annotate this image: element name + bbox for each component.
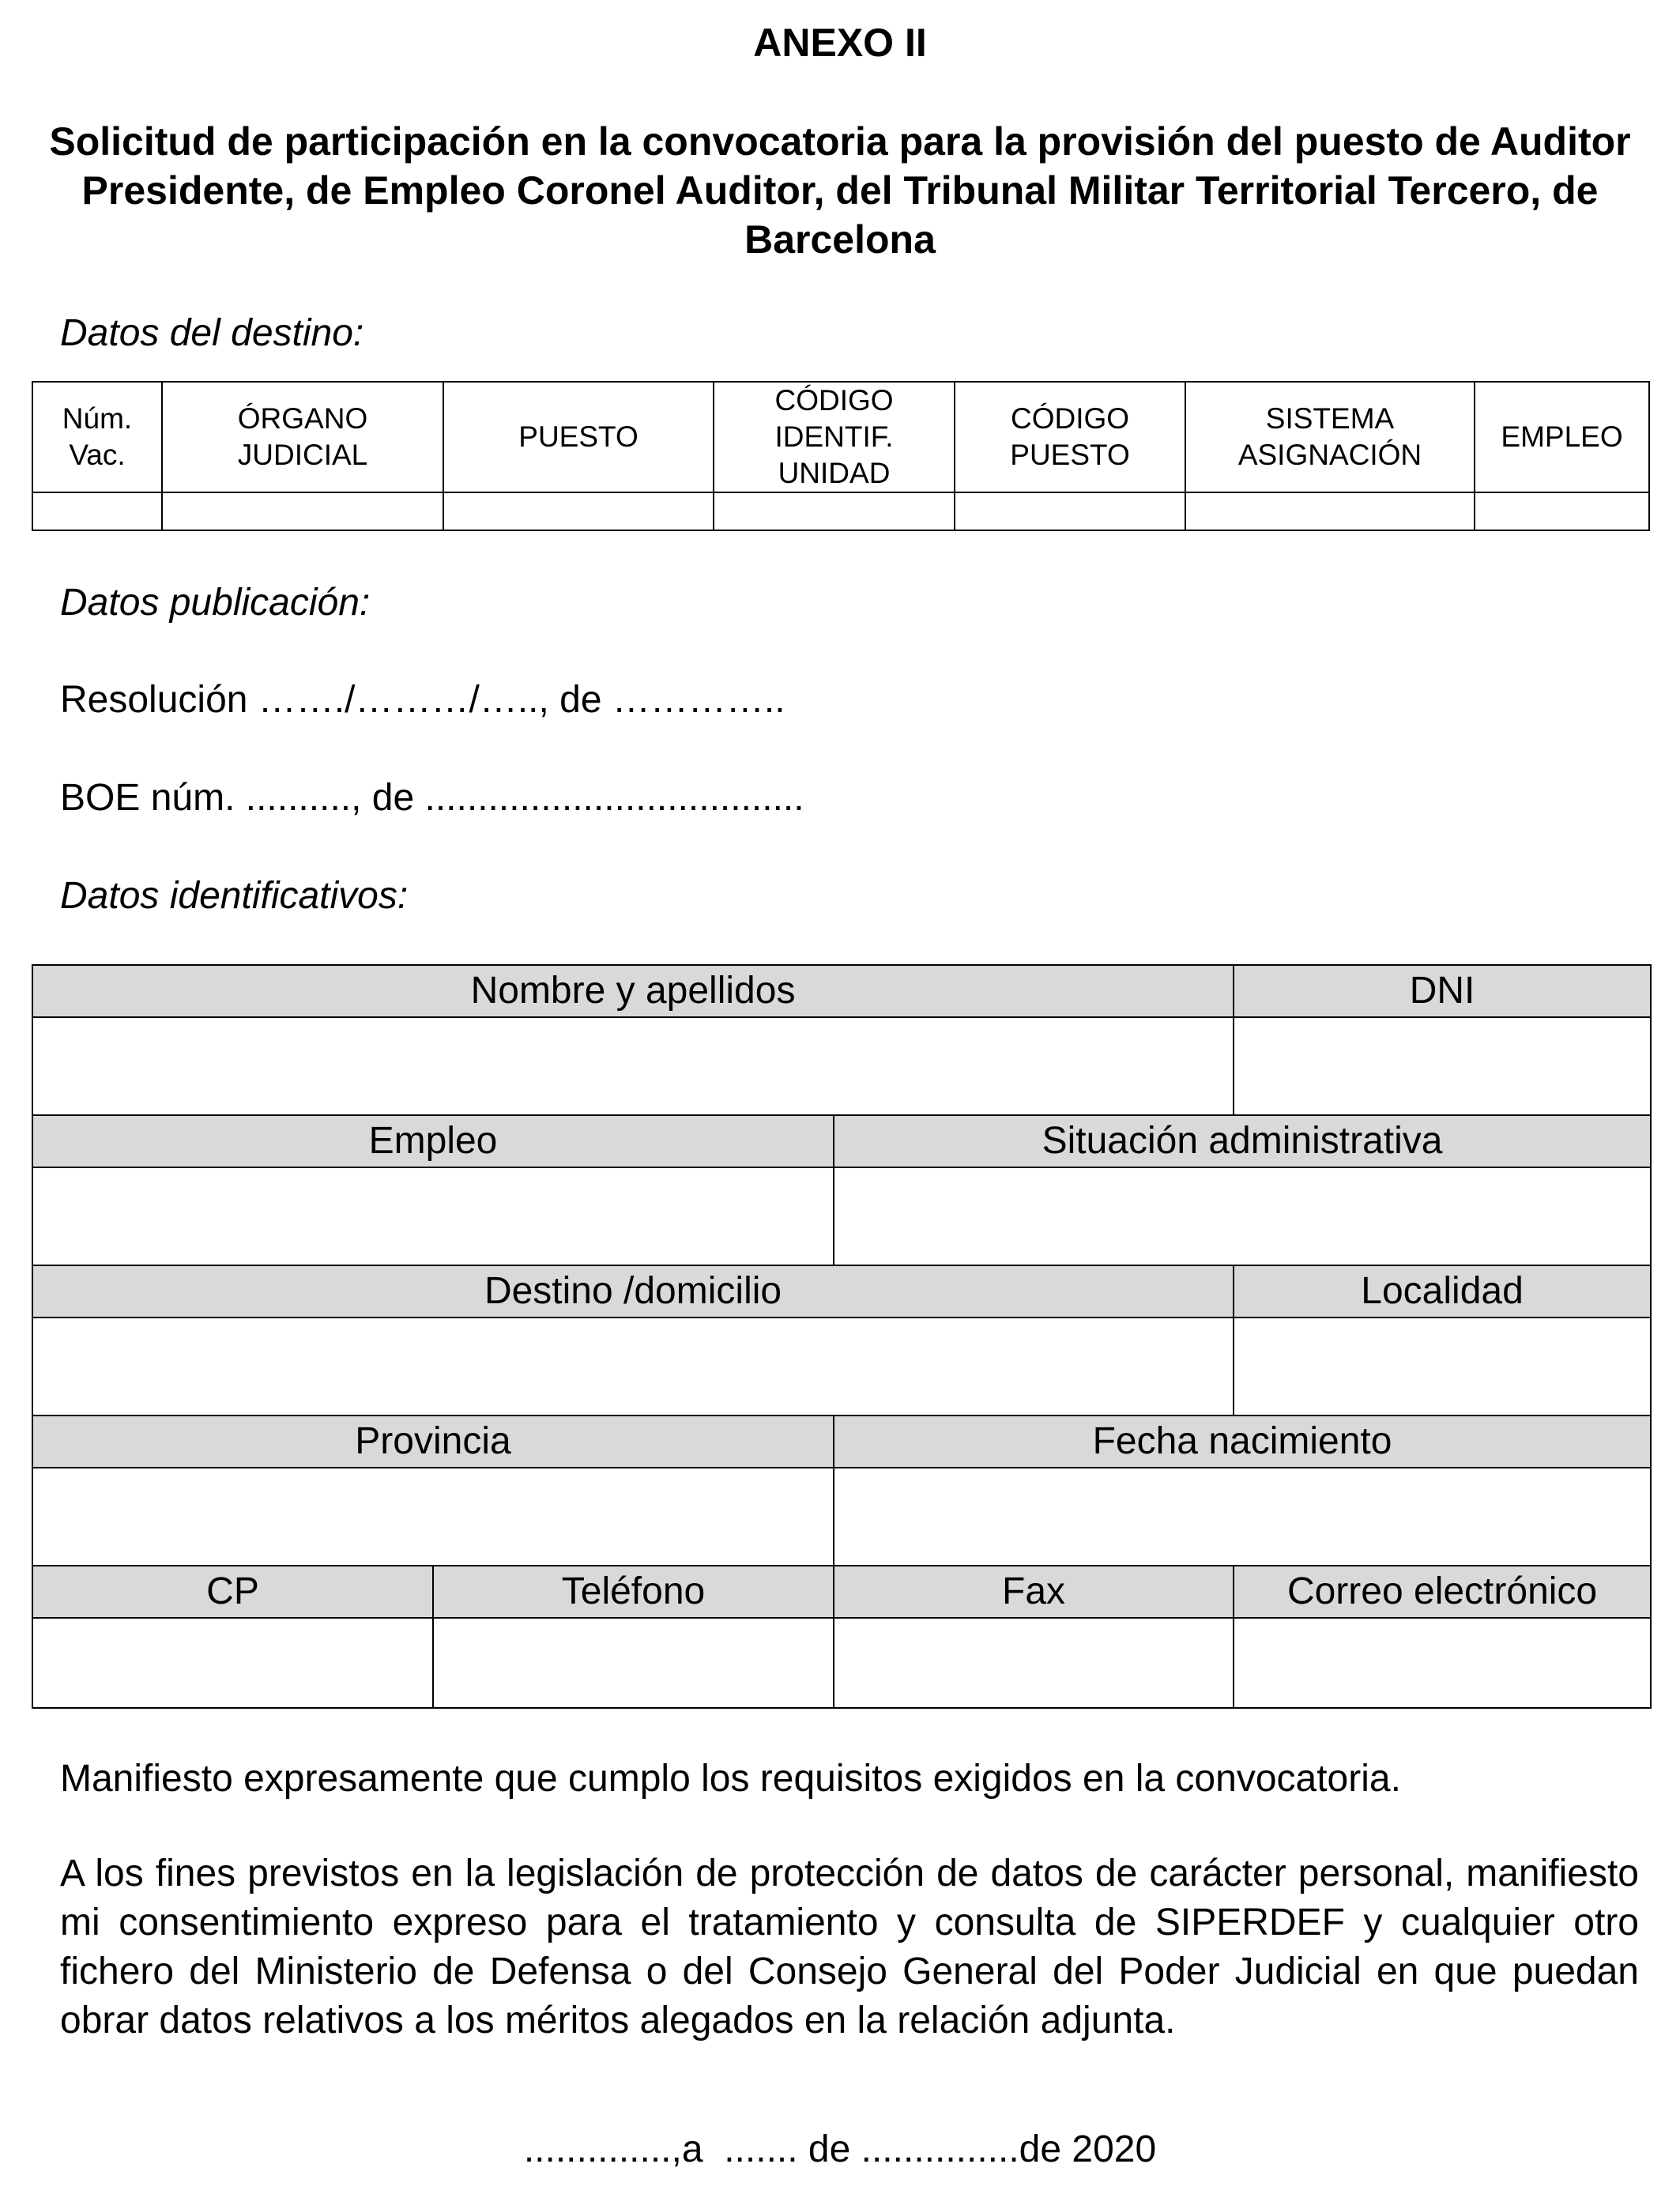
codigo-puesto-field[interactable] (955, 492, 1185, 530)
localidad-field[interactable] (1234, 1318, 1651, 1416)
codigo-unidad-field[interactable] (714, 492, 955, 530)
sistema-asignacion-field[interactable] (1185, 492, 1475, 530)
annex-title: ANEXO II (753, 21, 927, 65)
localidad-label: Localidad (1234, 1265, 1651, 1318)
situacion-field[interactable] (834, 1167, 1651, 1265)
telefono-field[interactable] (433, 1618, 834, 1708)
manifiesto-text: Manifiesto expresamente que cumplo los requisitos exigidos en la convocatoria. (60, 1758, 1401, 1800)
dni-label: DNI (1234, 965, 1651, 1017)
num-vac-field[interactable] (32, 492, 162, 530)
cp-field[interactable] (32, 1618, 433, 1708)
destino-domicilio-field[interactable] (32, 1318, 1234, 1416)
correo-label: Correo electrónico (1234, 1566, 1651, 1618)
nombre-label: Nombre y apellidos (32, 965, 1234, 1017)
puesto-field[interactable] (443, 492, 714, 530)
col-puesto: PUESTO (443, 382, 714, 492)
signature-date-line: ..............,a ....... de ...............de 2020 (523, 2128, 1157, 2170)
organo-judicial-field[interactable] (162, 492, 443, 530)
identificativos-heading: Datos identificativos: (60, 875, 409, 917)
destino-domicilio-label: Destino /domicilio (32, 1265, 1234, 1318)
fecha-nacimiento-field[interactable] (834, 1468, 1651, 1566)
cp-label: CP (32, 1566, 433, 1618)
correo-field[interactable] (1234, 1618, 1651, 1708)
nombre-field[interactable] (32, 1017, 1234, 1115)
consentimiento-text: A los fines previstos en la legislación de protección de datos de carácter personal, manifiesto mi consentimiento expreso para el tratamiento y consulta de SIPERDEF y cualquier otro fichero del Ministerio de Defensa o del Consejo General del Poder Judicial en que puedan obrar datos relativos a los méritos alegados en la relación adjunta. (60, 1853, 1639, 2041)
empleo-field[interactable] (32, 1167, 834, 1265)
col-num-vac: Núm. Vac. (32, 382, 162, 492)
col-empleo: EMPLEO (1475, 382, 1649, 492)
dni-field[interactable] (1234, 1017, 1651, 1115)
fecha-nacimiento-label: Fecha nacimiento (834, 1416, 1651, 1468)
empleo-destino-field[interactable] (1475, 492, 1649, 530)
provincia-field[interactable] (32, 1468, 834, 1566)
telefono-label: Teléfono (433, 1566, 834, 1618)
col-codigo-puesto: CÓDIGO PUESTO (955, 382, 1185, 492)
boe-line: BOE núm. .........., de .................................... (60, 777, 804, 819)
destino-heading: Datos del destino: (60, 312, 364, 354)
document-subtitle: Solicitud de participación en la convocatoria para la provisión del puesto de Auditor Presidente, de Empleo Coronel Auditor, del Tribunal Militar Territorial Tercero, de Barcelona (49, 119, 1631, 262)
col-sistema-asignacion: SISTEMA ASIGNACIÓN (1185, 382, 1475, 492)
identificativos-table (32, 964, 1652, 1709)
col-codigo-unidad: CÓDIGO IDENTIF. UNIDAD (714, 382, 955, 492)
situacion-label: Situación administrativa (834, 1115, 1651, 1167)
empleo-label: Empleo (32, 1115, 834, 1167)
destino-table (32, 381, 1650, 531)
resolucion-line: Resolución ……./………/….., de ………….. (60, 679, 785, 721)
col-organo-judicial: ÓRGANO JUDICIAL (162, 382, 443, 492)
provincia-label: Provincia (32, 1416, 834, 1468)
publicacion-heading: Datos publicación: (60, 582, 371, 624)
fax-label: Fax (834, 1566, 1234, 1618)
fax-field[interactable] (834, 1618, 1234, 1708)
